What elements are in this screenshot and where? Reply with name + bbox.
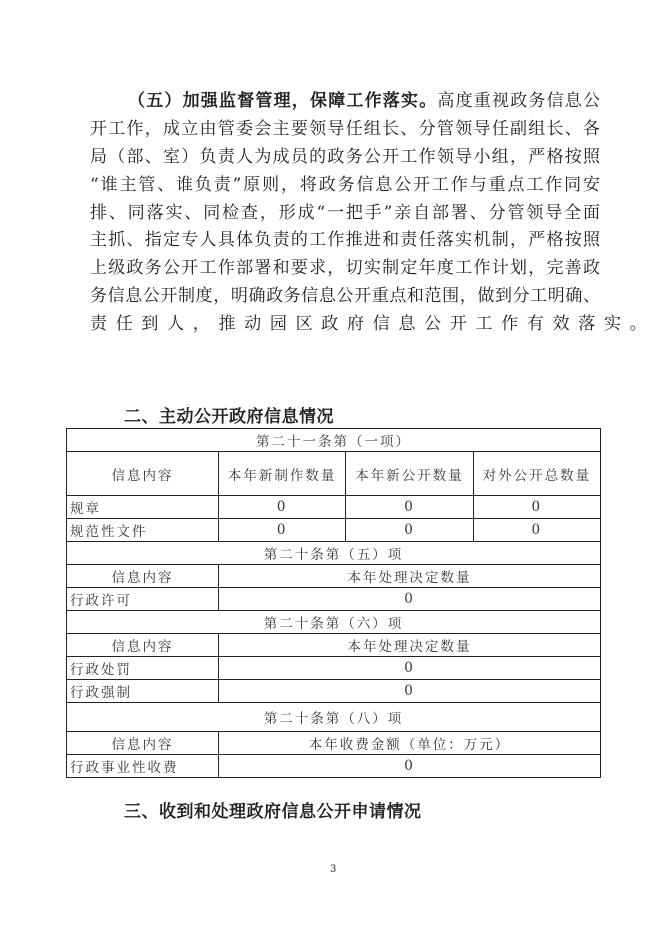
column-header: 本年新公开数量: [346, 452, 473, 496]
table-row: 行政强制 0: [67, 680, 601, 703]
disclosure-table: [66, 428, 601, 778]
paragraph-line: （五）加强监督管理，保障工作落实。高度重视政务信息公: [128, 91, 601, 111]
table-row: 规章 0 0 0: [67, 496, 601, 519]
table-row: 行政事业性收费 0: [67, 755, 601, 778]
section-3-heading: 三、收到和处理政府信息公开申请情况: [124, 802, 422, 822]
column-header: 本年处理决定数量: [219, 634, 601, 657]
paragraph-line: 主抓、指定专人具体负责的工作推进和责任落实机制，严格按照: [90, 230, 600, 251]
paragraph-line: 责任到人，推动园区政府信息公开工作有效落实。: [90, 314, 656, 335]
column-header: 对外公开总数量: [473, 452, 600, 496]
paragraph-line: 务信息公开制度，明确政务信息公开重点和范围，做到分工明确、: [90, 286, 600, 307]
section-title: 第二十一条第（一项）: [67, 429, 601, 452]
column-header: 信息内容: [67, 732, 219, 755]
section-title: 第二十条第（五）项: [67, 542, 601, 565]
column-header: 本年新制作数量: [219, 452, 346, 496]
section-title: 第二十条第（六）项: [67, 611, 601, 634]
table-row: 规范性文件 0 0 0: [67, 519, 601, 542]
paragraph-line: 排、同落实、同检查，形成“一把手”亲自部署、分管领导全面: [90, 202, 600, 223]
column-header: 信息内容: [67, 452, 219, 496]
body-paragraph: [90, 88, 656, 339]
paragraph-line: 开工作，成立由管委会主要领导任组长、分管领导任副组长、各: [90, 118, 600, 139]
paragraph-line: “谁主管、谁负责”原则，将政务信息公开工作与重点工作同安: [90, 174, 600, 195]
paragraph-line: 局（部、室）负责人为成员的政务公开工作领导小组，严格按照: [90, 146, 600, 167]
column-header: 本年收费金额（单位：万元）: [219, 732, 601, 755]
column-header: 信息内容: [67, 634, 219, 657]
section-2-heading: 二、主动公开政府信息情况: [124, 407, 334, 427]
column-header: 本年处理决定数量: [219, 565, 601, 588]
column-header: 信息内容: [67, 565, 219, 588]
table-row: 行政许可 0: [67, 588, 601, 611]
paragraph-lead: （五）加强监督管理，保障工作落实。: [128, 91, 438, 111]
page-number: 3: [330, 864, 337, 875]
section-title: 第二十条第（八）项: [67, 703, 601, 732]
table-row: 行政处罚 0: [67, 657, 601, 680]
paragraph-line: 上级政务公开工作部署和要求，切实制定年度工作计划，完善政: [90, 258, 600, 279]
